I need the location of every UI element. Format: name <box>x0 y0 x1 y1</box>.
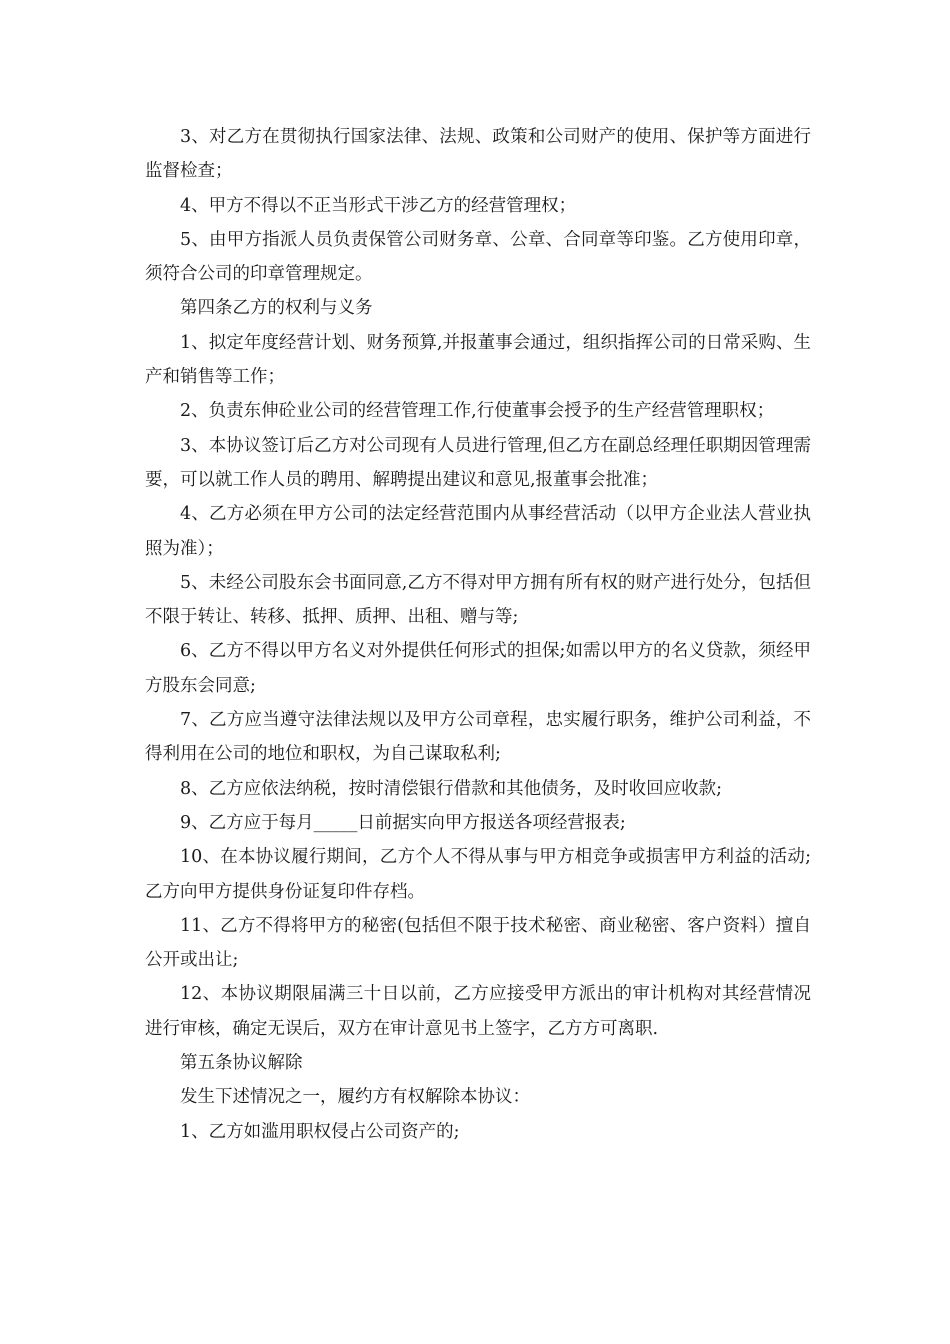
article-4-item-3: 3、本协议签订后乙方对公司现有人员进行管理,但乙方在副总经理任职期因管理需要，可以就工作人员的聘用、解聘提出建议和意见,报董事会批准； <box>145 435 811 490</box>
article-4-item-7: 7、乙方应当遵守法律法规以及甲方公司章程，忠实履行职务，维护公司利益，不得利用在公司的地位和职权，为自己谋取私利; <box>145 710 811 765</box>
article-4-item-8: 8、乙方应依法纳税，按时清偿银行借款和其他债务，及时收回应收款; <box>180 778 723 799</box>
article-4-item-2: 2、负责东伸砼业公司的经营管理工作,行使董事会授予的生产经营管理职权； <box>180 401 775 422</box>
article-4-item-5: 5、未经公司股东会书面同意,乙方不得对甲方拥有所有权的财产进行处分，包括但不限于转让、转移、抵押、质押、出租、赠与等; <box>145 572 811 628</box>
article-4-item-1: 1、拟定年度经营计划、财务预算,并报董事会通过，组织指挥公司的日常采购、生产和销售等工作； <box>145 332 811 388</box>
article-4-item-4: 4、乙方必须在甲方公司的法定经营范围内从事经营活动（以甲方企业法人营业执照为准）； <box>145 504 811 559</box>
article-4-item-11: 11、乙方不得将甲方的秘密(包括但不限于技术秘密、商业秘密、客户资料）擅自公开或出让; <box>145 915 811 971</box>
article-4-item-12: 12、本协议期限届满三十日以前，乙方应接受甲方派出的审计机构对其经营情况进行审核，确定无误后，双方在审计意见书上签字，乙方方可离职. <box>145 984 811 1039</box>
article-4-heading: 第四条乙方的权利与义务 <box>180 298 373 319</box>
article-4-item-9: 9、乙方应于每月_____日前据实向甲方报送各项经营报表; <box>180 812 626 833</box>
article-4-item-10: 10、在本协议履行期间，乙方个人不得从事与甲方相竞争或损害甲方利益的活动;乙方向甲方提供身份证复印件存档。 <box>145 847 811 902</box>
document-body <box>145 120 811 1149</box>
article-5-intro: 发生下述情况之一，履约方有权解除本协议： <box>180 1087 530 1108</box>
article-5-item-1: 1、乙方如滥用职权侵占公司资产的; <box>180 1121 460 1142</box>
article-4-item-6: 6、乙方不得以甲方名义对外提供任何形式的担保;如需以甲方的名义贷款，须经甲方股东会同意; <box>145 641 811 696</box>
article-5-heading: 第五条协议解除 <box>180 1053 303 1074</box>
clause-4-no-interference: 4、甲方不得以不正当形式干涉乙方的经营管理权； <box>180 195 577 216</box>
clause-3-supervision: 3、对乙方在贯彻执行国家法律、法规、政策和公司财产的使用、保护等方面进行监督检查； <box>145 127 811 182</box>
clause-5-seal-custody: 5、由甲方指派人员负责保管公司财务章、公章、合同章等印鉴。乙方使用印章，须符合公司的印章管理规定。 <box>145 229 811 285</box>
